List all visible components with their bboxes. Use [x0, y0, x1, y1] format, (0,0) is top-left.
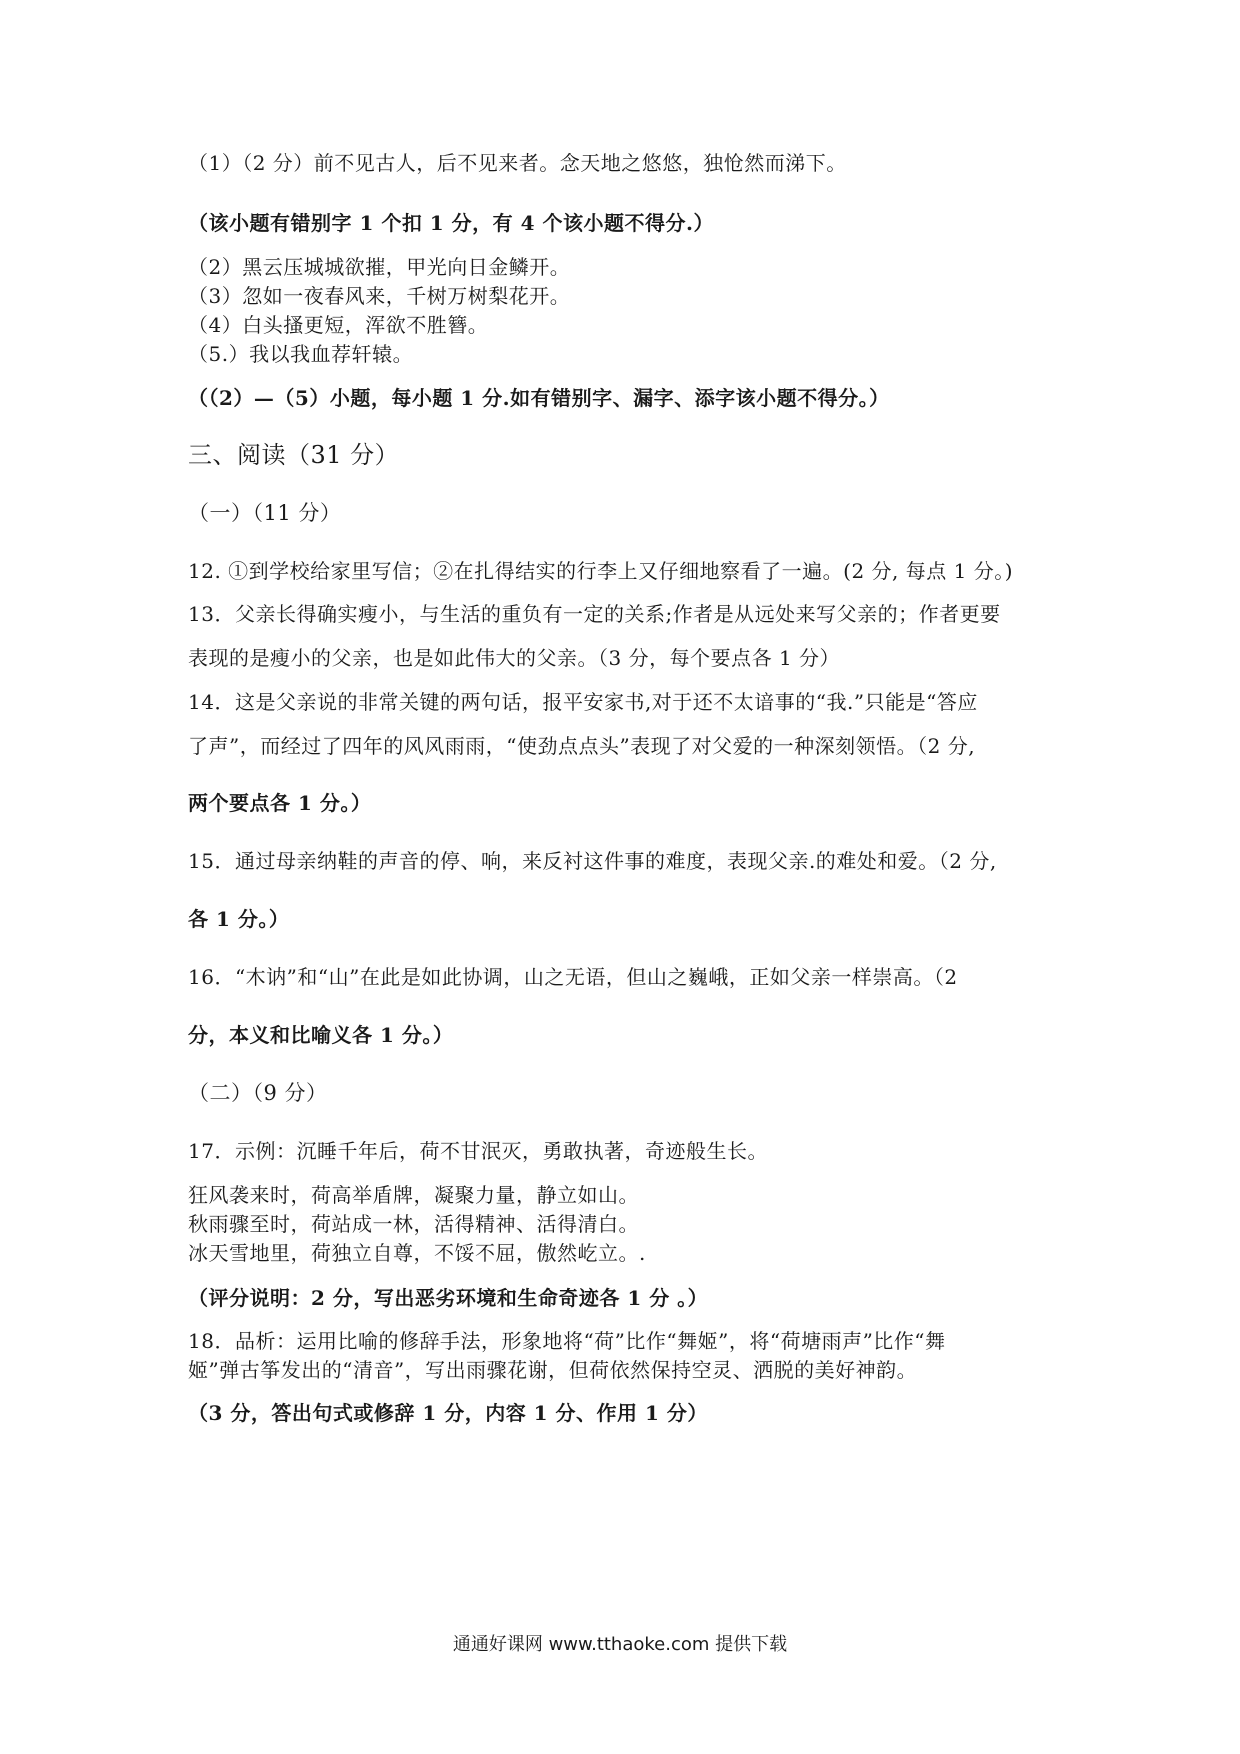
answer-17-line-1: 17．示例：沉睡千年后，荷不甘泯灭，勇敢执著，奇迹般生长。: [188, 1139, 768, 1163]
answer-15-line-1: 15．通过母亲纳鞋的声音的停、响，来反衬这件事的难度，表现父亲.的难处和爱。（2 分,: [188, 849, 997, 873]
answer-12: 12. ①到学校给家里写信；②在扎得结实的行李上又仔细地察看了一遍。(2 分, 每点 1 分。): [188, 559, 1014, 583]
scoring-note-2: （（2）—（5）小题，每小题 1 分.如有错别字、漏字、添字该小题不得分。）: [188, 386, 890, 410]
answer-15-line-2: 各 1 分。）: [188, 907, 290, 931]
answer-line-1: （1）（2 分）前不见古人，后不见来者。念天地之悠悠，独怆然而涕下。: [188, 151, 847, 175]
answer-17-line-3: 秋雨骤至时，荷站成一林，活得精神、活得清白。: [188, 1212, 639, 1236]
scoring-note-17: （评分说明：2 分，写出恶劣环境和生命奇迹各 1 分 。）: [188, 1286, 709, 1310]
subsection-heading-1: （一）（11 分）: [188, 501, 342, 525]
answer-line-5: （5.）我以我血荐轩辕。: [188, 342, 414, 366]
answer-16-line-1: 16．“木讷”和“山”在此是如此协调，山之无语，但山之巍峨，正如父亲一样崇高。（2: [188, 965, 958, 989]
answer-13-line-2: 表现的是瘦小的父亲，也是如此伟大的父亲。（3 分，每个要点各 1 分）: [188, 646, 841, 670]
answer-18-line-2: 姬”弹古筝发出的“清音”，写出雨骤花谢，但荷依然保持空灵、洒脱的美好神韵。: [188, 1358, 918, 1382]
answer-17-line-2: 狂风袭来时，荷高举盾牌，凝聚力量，静立如山。: [188, 1183, 639, 1207]
scoring-note-1: （该小题有错别字 1 个扣 1 分，有 4 个该小题不得分.）: [188, 211, 714, 235]
answer-13-line-1: 13．父亲长得确实瘦小，与生活的重负有一定的关系;作者是从远处来写父亲的；作者更要: [188, 602, 1001, 626]
answer-14-line-1: 14．这是父亲说的非常关键的两句话，报平安家书,对于还不太谙事的“我.”只能是“答应: [188, 690, 978, 714]
section-heading-reading: 三、阅读（31 分）: [188, 441, 400, 469]
answer-line-4: （4）白头搔更短，浑欲不胜簪。: [188, 313, 489, 337]
answer-line-3: （3）忽如一夜春风来，千树万树梨花开。: [188, 284, 571, 308]
answer-17-line-4: 冰天雪地里，荷独立自尊，不馁不屈，傲然屹立。.: [188, 1241, 646, 1265]
scoring-note-18: （3 分，答出句式或修辞 1 分，内容 1 分、作用 1 分）: [188, 1401, 708, 1425]
answer-18-line-1: 18．品析：运用比喻的修辞手法，形象地将“荷”比作“舞姬”，将“荷塘雨声”比作“舞: [188, 1329, 946, 1353]
page-footer: 通通好课网 www.tthaoke.com 提供下载: [452, 1634, 788, 1655]
answer-16-line-2: 分，本义和比喻义各 1 分。）: [188, 1023, 454, 1047]
subsection-heading-2: （二）（9 分）: [188, 1081, 328, 1105]
answer-14-line-2: 了声”，而经过了四年的风风雨雨，“使劲点点头”表现了对父爱的一种深刻领悟。（2 分,: [188, 734, 976, 758]
answer-14-line-3: 两个要点各 1 分。）: [188, 791, 372, 815]
answer-line-2: （2）黑云压城城欲摧，甲光向日金鳞开。: [188, 255, 571, 279]
